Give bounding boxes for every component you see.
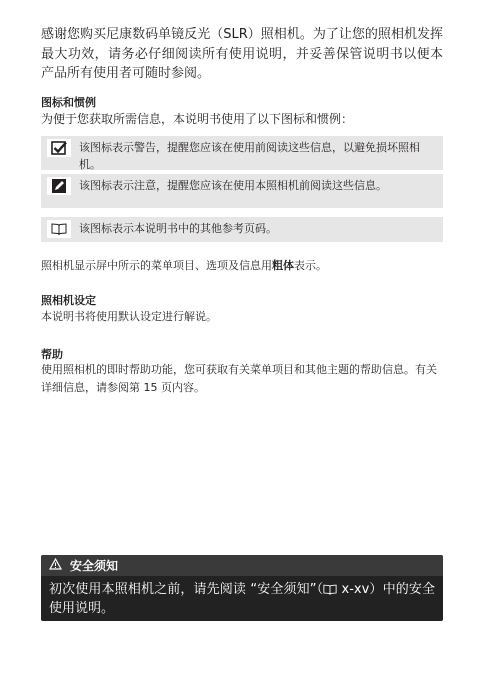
pencil-note-icon [47, 177, 71, 195]
safety-page-ref: x-xv [337, 582, 370, 597]
menu-convention-bold: 粗体 [272, 259, 294, 272]
symbols-heading: 图标和惯例 [41, 96, 96, 109]
check-warning-icon [47, 139, 71, 157]
safety-box [41, 555, 443, 621]
reference-notice-text: 该图标表示本说明书中的其他参考页码。 [79, 222, 277, 235]
warning-notice-text: 该图标表示警告，提醒您应该在使用前阅读这些信息，以避免损坏照相机。 [79, 141, 420, 171]
menu-convention-post: 表示。 [294, 259, 327, 272]
menu-convention-text [41, 257, 443, 275]
caution-notice [41, 174, 443, 208]
warning-triangle-icon [49, 558, 62, 573]
book-reference-icon [323, 583, 337, 600]
safety-title: 安全须知 [70, 559, 119, 573]
help-heading: 帮助 [41, 348, 63, 361]
help-text: 使用照相机的即时帮助功能，您可获取有关菜单项目和其他主题的帮助信息。有关详细信息，请参阅第 15 页内容。 [41, 363, 437, 394]
intro-paragraph: 感谢您购买尼康数码单镜反光（SLR）照相机。为了让您的照相机发挥最大功效，请务必仔细阅读所有使用说明，并妥善保管说明书以便本产品所有使用者可随时参阅。 [41, 27, 443, 81]
book-reference-icon [47, 220, 71, 238]
symbols-lead: 为便于您获取所需信息，本说明书使用了以下图标和惯例： [41, 112, 354, 126]
settings-heading: 照相机设定 [41, 294, 96, 307]
reference-notice [41, 217, 443, 242]
safety-text-pre: 初次使用本照相机之前，请先阅读 “安全须知”（ [49, 582, 324, 597]
safety-text-post: ）中的安全使用说明。 [49, 582, 435, 616]
caution-notice-text: 该图标表示注意，提醒您应该在使用本照相机前阅读这些信息。 [79, 179, 387, 192]
menu-convention-pre: 照相机显示屏中所示的菜单项目、选项及信息用 [41, 259, 272, 272]
settings-text: 本说明书将使用默认设定进行解说。 [41, 310, 217, 323]
warning-notice [41, 136, 443, 170]
safety-title-bar [41, 555, 443, 576]
safety-text [41, 576, 443, 617]
